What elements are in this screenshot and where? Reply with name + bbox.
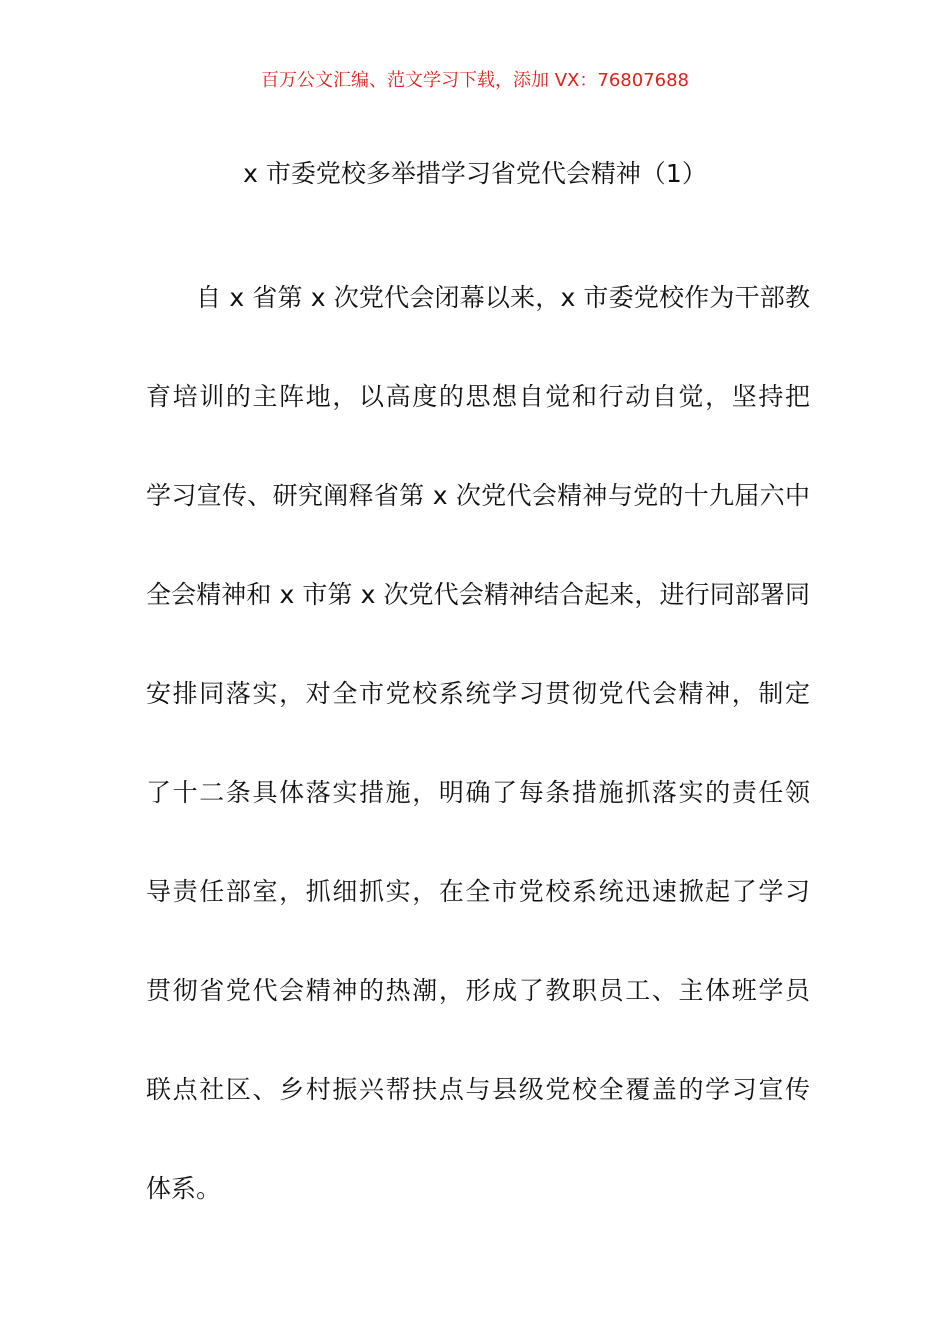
document-title: x 市委党校多举措学习省党代会精神（1） — [243, 159, 707, 188]
body-paragraph — [146, 248, 810, 1238]
paragraph-line: 学习宣传、研究阐释省第 x 次党代会精神与党的十九届六中 — [146, 481, 810, 510]
paragraph-line: 体系。 — [146, 1174, 222, 1203]
paragraph-line: 自 x 省第 x 次党代会闭幕以来，x 市委党校作为干部教 — [196, 283, 810, 312]
paragraph-line: 贯彻省党代会精神的热潮，形成了教职员工、主体班学员 — [146, 976, 810, 1005]
paragraph-line: 了十二条具体落实措施，明确了每条措施抓落实的责任领 — [146, 778, 810, 807]
paragraph-line: 育培训的主阵地，以高度的思想自觉和行动自觉，坚持把 — [146, 382, 810, 411]
paragraph-line: 联点社区、乡村振兴帮扶点与县级党校全覆盖的学习宣传 — [146, 1075, 810, 1104]
promo-header: 百万公文汇编、范文学习下载，添加 VX：76807688 — [261, 70, 689, 91]
paragraph-line: 全会精神和 x 市第 x 次党代会精神结合起来，进行同部署同 — [146, 580, 810, 609]
paragraph-line: 导责任部室，抓细抓实，在全市党校系统迅速掀起了学习 — [146, 877, 810, 906]
paragraph-line: 安排同落实，对全市党校系统学习贯彻党代会精神，制定 — [146, 679, 810, 708]
